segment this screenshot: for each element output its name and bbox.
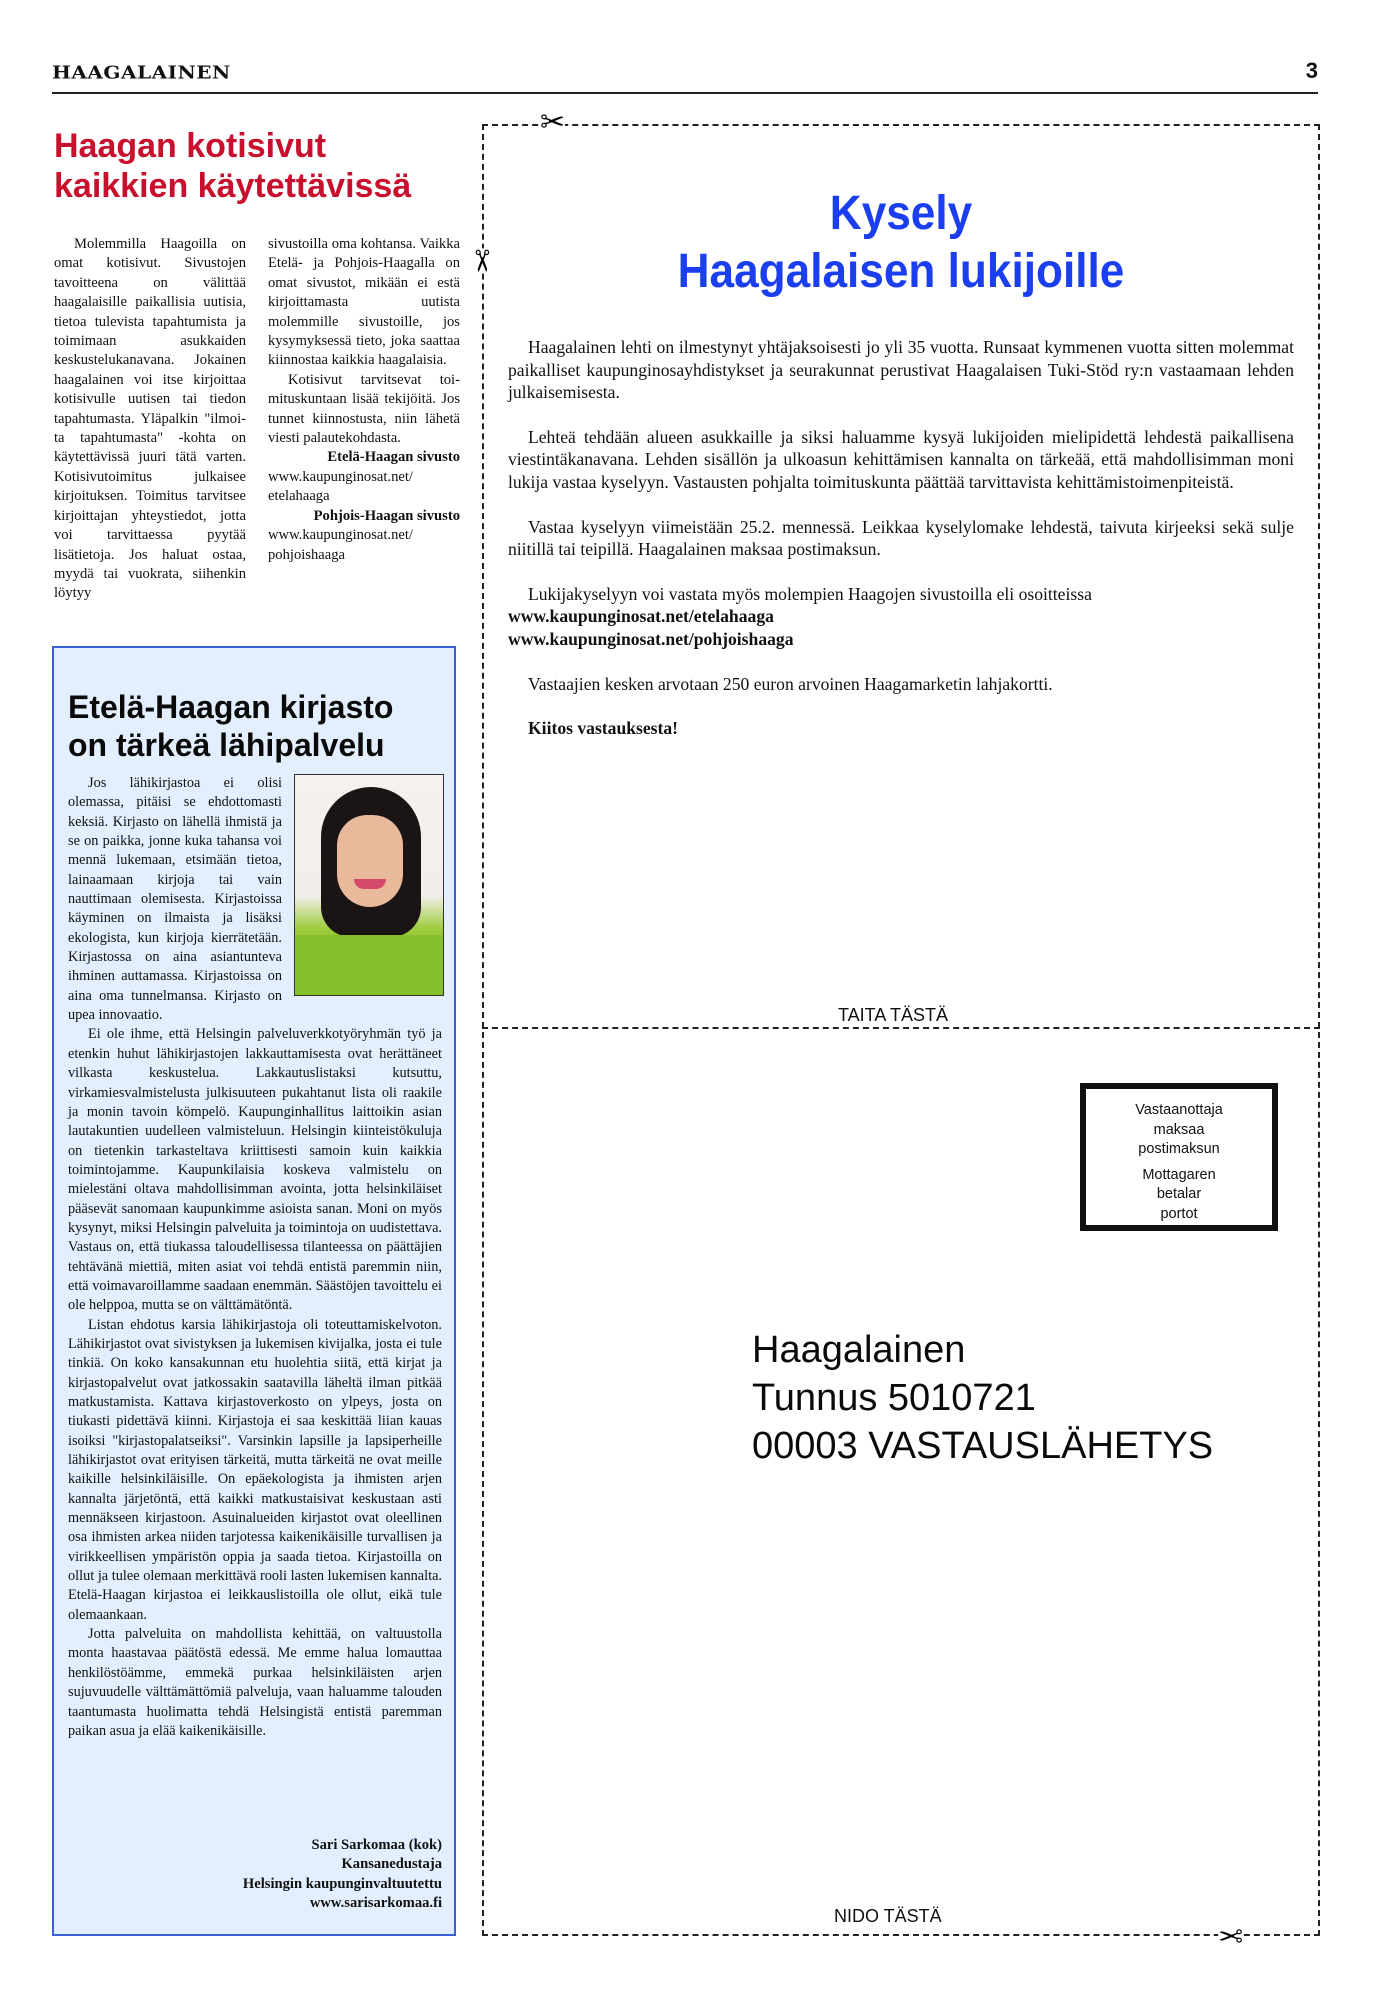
article-column-2 <box>268 235 460 565</box>
paragraph: Ei ole ihme, että Helsingin palveluverkkotyöryhmän työ ja etenkin huhut lähikirjastojen lakkauttamisesta ovat herättäneet vilkasta keskustelua. Lakkautuslistaksi kutsuttu, virkamiesvalmistelusta julkisuuteen pukahtanut lista oli raakile ja monin tavoin kömpelö. Kaupunginhallitus laittoikin asian lautakuntien uudelleen valmisteluun. Helsingin kiinteistökuluja on tietenkin tarkasteltava kriittisesti samoin kuin kaikkia toimintojamme. Kaupunkilaisia koskeva valmistelu on mielestäni oltava mahdollisimman avointa, jotta helsinkiläiset pääsevät sanomaan kaupunkimme asioista sanan. Moni on myös kysynyt, miksi Helsingin palveluita ja toimintoja on uudistettava. Vastaus on, että tiukassa taloudellisessa tilanteessa on päättäjien tehtävänä miettiä, miten asiat voi tehdä entistä paremmin niin, että voimavaroillamme saadaan enemmän. Säästöjen tavoittelu ei ole helppoa, mutta se on välttämätöntä. <box>68 1026 442 1314</box>
sidebar-headline <box>68 688 448 764</box>
paragraph: Molemmilla Haagoilla on omat kotisivut. Sivustojen tavoitteena on välittää haagalaisille paikallisia uutisia, tietoa tulevista tapahtumista ja toimimaan asukkaiden keskustelukanavana. Jokainen haagalainen voi itse kirjoittaa kotisivulle uutisen tai tiedon tapahtumasta. Yläpalkin "ilmoita tapahtumasta" -kohta on käytettävissä juuri tätä varten. Kotisivutoimitus julkaisee kirjoituksen. Toimitus tarvitsee kirjoittajan yhteystiedot, jotta voi tarvittaessa pyytää lisätietoja. Jos haluat ostaa, myydä tai vuokrata, siihenkin löytyy <box>54 236 246 602</box>
survey-headline-line-2: Haagalaisen lukijoille <box>677 245 1125 298</box>
postage-text: portot <box>1160 1205 1198 1222</box>
link-etela-haaga[interactable] <box>268 468 460 507</box>
article-headline <box>54 126 474 206</box>
photo-wrap-spacer <box>282 774 442 1006</box>
scissors-icon: ✂ <box>463 248 499 274</box>
address-line: Tunnus 5010721 <box>752 1377 1036 1419</box>
link-url-part: pohjoishaaga <box>268 546 346 563</box>
paragraph: Lehteä tehdään alueen asukkaille ja siksi haluamme kysyä lukijoiden mielipidettä lehdestä paikallisena viestintäkanavana. Lehden sisällön ja ulkoasun kehittämisen kannalta on tärkeää, että mahdollisimman moni lukija vastaa kyselyyn. Vastausten pohjalta toimituskunta päättää tarvittavista kehittämistoimenpiteistä. <box>508 426 1294 492</box>
postage-text: Mottagaren <box>1142 1166 1216 1183</box>
paragraph: Kotisivut tarvitsevat toimituskuntaan lisää tekijöitä. Jos tunnet kiinnostusta, niin lähetä viesti palautekohdasta. <box>268 371 460 447</box>
headline-line-2: kaikkien käytettävissä <box>54 167 412 205</box>
thanks-text: Kiitos vastauksesta! <box>528 718 679 739</box>
paragraph <box>508 583 1294 651</box>
postage-text: maksaa <box>1153 1121 1205 1138</box>
sidebar-body <box>68 774 442 1741</box>
link-url-part: www.kaupunginosat.net/ <box>268 468 413 485</box>
author-signature <box>243 1836 442 1914</box>
paragraph: Listan ehdotus karsia lähikirjastoja oli toteuttamiskelvoton. Lähikirjastot ovat sivistyksen ja lukemisen kivijalka, josta ei tule tinkiä. On koko kansakunnan etu huolehtia siitä, että kirjat ja kirjastopalvelut ovat jatkossakin saatavilla läheltä ilman pitkää matkustamista. Kattava kirjastoverkosto on ylpeys, josta on tiukasti pidettävä kiinni. Kirjastoja ei saa keskittää liian kauas isoiksi "kirjastopalatseiksi". Varsinkin lapsille ja lapsiperheille lähikirjastot ovat erityisen tärkeitä, mutta tärkeitä ne ovat meille kaikille helsinkiläisille. On epäekologista ja ihmisten arjen kannalta järjetöntä, että kaikki matkustaisivat keskustaan asti mennäkseen kirjastoon. Asuinalueiden kirjastot ovat oleellinen osa ihmisten arkea niiden tarjotessa kaikenikäisille turvallisen ja virikkeellisen ympäristön oppia ja saada tietoa. Kirjastoilla on ollut ja tulee olemaan merkittävä rooli lasten lukemisen kannalta. Etelä-Haagan kirjastoa ei leikkauslistoilla ole ollut, eikä tule olemaankaan. <box>68 1316 442 1623</box>
paragraph: sivustoilla oma kohtansa. Vaikka Etelä- ja Pohjois-Haagalla on omat sivustot, mikään ei estä kirjoittamasta uutista molemmille sivustoille, jos kysymyksessä tieto, joka saattaa kiinnostaa kaikkia haagalaisia. <box>268 236 460 369</box>
page-number: 3 <box>1305 58 1318 83</box>
scissors-icon: ✂ <box>540 105 566 140</box>
postage-text: betalar <box>1156 1186 1202 1202</box>
paragraph: Vastaajien kesken arvotaan 250 euron arvoinen Haagamarketin lahjakortti. <box>528 673 1053 694</box>
survey-link-etelahaaga[interactable]: www.kaupunginosat.net/etelahaaga <box>508 606 774 627</box>
sidebar-headline-line-1: Etelä-Haagan kirjasto <box>68 689 394 725</box>
link-label-etela: Etelä-Haagan sivusto <box>327 449 460 466</box>
author-role: Kansanedustaja <box>341 1856 442 1873</box>
paragraph: Vastaa kyselyyn viimeistään 25.2. mennessä. Leikkaa kyselylomake lehdestä, taivuta kirjeeksi sekä sulje niitillä tai teipillä. Haagalainen maksaa postimaksun. <box>508 516 1294 560</box>
survey-body <box>508 336 1294 762</box>
paragraph: Jotta palveluita on mahdollista kehittää, on valtuustolla monta haastavaa päätöstä edessä. Me emme halua lomauttaa henkilöstöämme, emmekä purkaa helsinkiläisten arjen sujuvuudelle välttämättömiä palveluja, vaan haluamme talouden taantumasta huolimatta tehdä Helsingistä entistä paremman paikan asua ja elää kaikenikäisille. <box>68 1626 442 1739</box>
survey-link-pohjoishaaga[interactable]: www.kaupunginosat.net/pohjoishaaga <box>508 628 794 649</box>
article-column-1 <box>54 235 246 604</box>
postage-text: postimaksun <box>1138 1141 1220 1157</box>
link-url-part: etelahaaga <box>268 488 330 505</box>
paragraph: Jos lähikirjastoa ei olisi olemassa, pitäisi se ehdottomasti keksiä. Kirjasto on lähellä ihmistä ja se on paikka, jonne kuka tahansa voi mennä lukemaan, etsimään tietoa, lainaamaan kirjoja tai vain nauttimaan olemisesta. Kirjastoissa käyminen on ilmaista ja lisäksi ekologista, kun kirjoja kierrätetään. Kirjastossa on aina asiantunteva ihminen auttamassa. Kirjastoissa on aina oma tunnelmansa. Kirjasto on upea innovaatio. <box>68 775 282 1024</box>
author-role: Helsingin kaupunginvaltuutettu <box>242 1875 442 1892</box>
headline-line-1: Haagan kotisivut <box>54 127 327 165</box>
sidebar-headline-line-2: on tärkeä lähipalvelu <box>68 727 385 763</box>
link-pohjois-haaga[interactable] <box>268 526 460 565</box>
link-label-pohjois: Pohjois-Haagan sivusto <box>313 507 460 524</box>
address-line: 00003 VASTAUSLÄHETYS <box>752 1425 1214 1467</box>
masthead-logo: HAAGALAINEN <box>52 61 231 83</box>
staple-here-label: NIDO TÄSTÄ <box>834 1906 942 1926</box>
survey-headline <box>516 185 1287 301</box>
author-website-link[interactable]: www.sarisarkomaa.fi <box>309 1895 442 1912</box>
header-rule <box>52 92 1318 94</box>
link-url-part: www.kaupunginosat.net/ <box>268 527 413 544</box>
fold-line <box>482 1027 1320 1029</box>
postage-text: Vastaanottaja <box>1135 1102 1223 1118</box>
paragraph: Haagalainen lehti on ilmestynyt yhtäjaksoisesti jo yli 35 vuotta. Runsaat kymmenen vuotta sitten molemmat paikalliset kaupunginosayhdistykset ja seurakunnat perustivat Haagalaisen Tuki-Stöd ry:n vastaamaan lehden julkaisemisesta. <box>508 337 1294 403</box>
author-name: Sari Sarkomaa (kok) <box>311 1837 442 1853</box>
fold-here-label: TAITA TÄSTÄ <box>838 1005 949 1025</box>
survey-urls-intro: Lukijakyselyyn voi vastata myös molempien Haagojen sivustoilla eli osoitteissa <box>528 583 1092 604</box>
sidebar-article-box <box>52 646 456 1936</box>
scissors-icon: ✂ <box>1218 1917 1244 1952</box>
postage-paid-box <box>1080 1083 1278 1231</box>
return-address <box>752 1326 1213 1470</box>
address-line: Haagalainen <box>752 1329 966 1371</box>
survey-headline-line-1: Kysely <box>829 187 973 240</box>
